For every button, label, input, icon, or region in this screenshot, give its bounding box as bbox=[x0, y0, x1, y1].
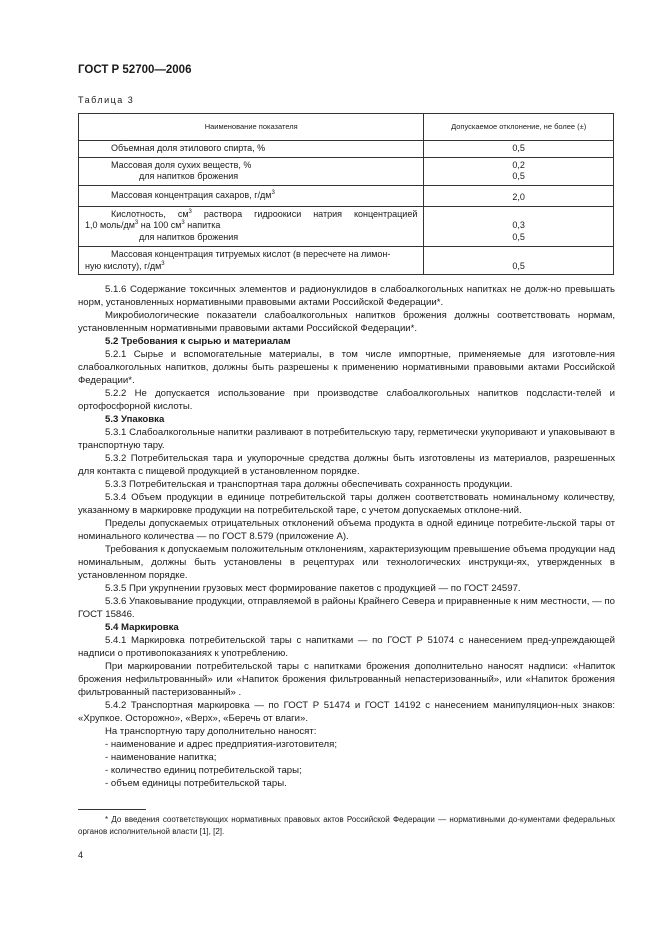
superscript: 3 bbox=[134, 220, 139, 227]
row-name: ную кислоту), г/дм bbox=[85, 260, 162, 271]
section-heading-5-3: 5.3 Упаковка bbox=[105, 414, 165, 425]
paragraph-5-3-4: 5.3.4 Объем продукции в единице потребительской тары должен соответствовать номинальному количеству, указанному в маркировке продукции на потребительской таре, с учетом допускаемых отклоне-ний. bbox=[78, 492, 615, 516]
row-value: 0,5 bbox=[424, 141, 614, 158]
superscript: 3 bbox=[161, 260, 165, 267]
table-header-row bbox=[79, 114, 614, 141]
row-value: 0,5 bbox=[512, 232, 525, 243]
paragraph-5-3-1: 5.3.1 Слабоалкогольные напитки разливают в потребительскую тару, герметически укупоривают и упаковывают в транспортную тару. bbox=[78, 427, 615, 451]
row-name: 1,0 моль/дм bbox=[85, 220, 135, 231]
row-value: 0,5 bbox=[424, 246, 614, 274]
list-item: - наименование напитка; bbox=[105, 752, 217, 763]
section-heading-5-2: 5.2 Требования к сырью и материалам bbox=[105, 336, 291, 347]
row-value: 0,2 bbox=[512, 159, 525, 170]
table-row bbox=[79, 206, 614, 246]
row-value: 0,5 bbox=[512, 171, 525, 182]
row-sub: для напитков брожения bbox=[139, 232, 239, 243]
list-item: - наименование и адрес предприятия-изготовителя; bbox=[105, 739, 337, 750]
main-text bbox=[78, 283, 615, 790]
row-name: раствора гидроокиси натрия концентрацией bbox=[191, 208, 418, 219]
superscript: 3 bbox=[181, 220, 185, 227]
page-number: 4 bbox=[78, 850, 84, 860]
paragraph: На транспортную тару дополнительно наносят: bbox=[105, 726, 317, 737]
paragraph-5-2-2: 5.2.2 Не допускается использование при производстве слабоалкогольных напитков подсласти-телей и ортофосфорной кислоты. bbox=[78, 388, 615, 412]
superscript: 3 bbox=[271, 190, 275, 197]
row-value: 0,3 bbox=[512, 220, 525, 231]
row-name: Массовая доля сухих веществ, % bbox=[111, 159, 252, 170]
row-name: Массовая концентрация сахаров, г/дм bbox=[111, 190, 272, 201]
list-item: - количество единиц потребительской тары; bbox=[105, 765, 302, 776]
footnote-divider bbox=[78, 809, 146, 810]
row-sub: для напитков брожения bbox=[139, 171, 239, 182]
paragraph-5-4-1: 5.4.1 Маркировка потребительской тары с напитками — по ГОСТ Р 51074 с нанесением пред-упреждающей надписи о противопоказаниях к употреблению. bbox=[78, 635, 615, 659]
paragraph-5-1-6: 5.1.6 Содержание токсичных элементов и радионуклидов в слабоалкогольных напитках не долж-но превышать норм, установленных нормативными правовыми актами Российской Федерации*. bbox=[78, 284, 615, 308]
paragraph: Микробиологические показатели слабоалкогольных напитков брожения должны соответствовать нормам, установленным нормативными правовыми актами Российской Федерации*. bbox=[78, 310, 615, 334]
indicators-table bbox=[78, 113, 614, 275]
column-header-tolerance: Допускаемое отклонение, не более (±) bbox=[424, 114, 614, 141]
paragraph-5-2-1: 5.2.1 Сырье и вспомогательные материалы, в том числе импортные, применяемые для изготовле-ния слабоалкогольных напитков, должны быть разрешены к применению нормативными правовыми актами Российской Федерации*. bbox=[78, 349, 615, 386]
paragraph-5-3-6: 5.3.6 Упаковывание продукции, отправляемой в районы Крайнего Севера и приравненные к ним местности, — по ГОСТ 15846. bbox=[78, 596, 615, 620]
paragraph: Требования к допускаемым положительным отклонениям, характеризующим превышение объема продукции над номинальным, должны быть установлены в рецептурах или технологических инструкци-ях, утвержденных в установленном порядке. bbox=[78, 544, 615, 581]
row-name: напитка bbox=[184, 220, 221, 231]
row-name: на 100 см bbox=[138, 220, 182, 231]
table-row bbox=[79, 157, 614, 185]
row-value: 2,0 bbox=[424, 186, 614, 207]
column-header-name: Наименование показателя bbox=[79, 114, 424, 141]
table-caption: Таблица 3 bbox=[78, 95, 135, 105]
row-name: Объемная доля этилового спирта, % bbox=[111, 143, 266, 153]
row-name: Кислотность, см bbox=[111, 208, 189, 219]
paragraph-5-4-2: 5.4.2 Транспортная маркировка — по ГОСТ Р 51474 и ГОСТ 14192 с нанесением манипуляцион-ных знаков: «Хрупкое. Осторожно», «Верх», «Беречь от влаги». bbox=[78, 700, 615, 724]
paragraph-5-3-5: 5.3.5 При укрупнении грузовых мест формирование пакетов с продукцией — по ГОСТ 24597. bbox=[105, 583, 521, 594]
section-heading-5-4: 5.4 Маркировка bbox=[105, 622, 179, 633]
footnote: * До введения соответствующих нормативных правовых актов Российской Федерации — нормативными до-кументами федеральных органов исполнительной власти [1], [2]. bbox=[78, 815, 615, 836]
paragraph-5-3-2: 5.3.2 Потребительская тара и укупорочные средства должны быть изготовлены из материалов, разрешенных для контакта с пищевой продукцией в установленном порядке. bbox=[78, 453, 615, 477]
table-row bbox=[79, 246, 614, 274]
table-row bbox=[79, 186, 614, 207]
standard-header: ГОСТ Р 52700—2006 bbox=[78, 64, 192, 76]
table-row bbox=[79, 141, 614, 158]
list-item: - объем единицы потребительской тары. bbox=[105, 778, 287, 789]
paragraph: Пределы допускаемых отрицательных отклонений объема продукта в одной единице потребите-льской тары от номинального количества — по ГОСТ 8.579 (приложение А). bbox=[78, 518, 615, 542]
paragraph: При маркировании потребительской тары с напитками брожения дополнительно наносят надписи: «Напиток брожения нефильтрованный» или «Напиток брожения фильтрованный непастеризованный», или «Напиток брожения фильтрованный пастеризованный» . bbox=[78, 661, 615, 698]
row-name: Массовая концентрация титруемых кислот (в пересчете на лимон- bbox=[111, 248, 391, 259]
superscript: 3 bbox=[188, 208, 192, 215]
paragraph-5-3-3: 5.3.3 Потребительская и транспортная тара должны обеспечивать сохранность продукции. bbox=[105, 479, 513, 490]
